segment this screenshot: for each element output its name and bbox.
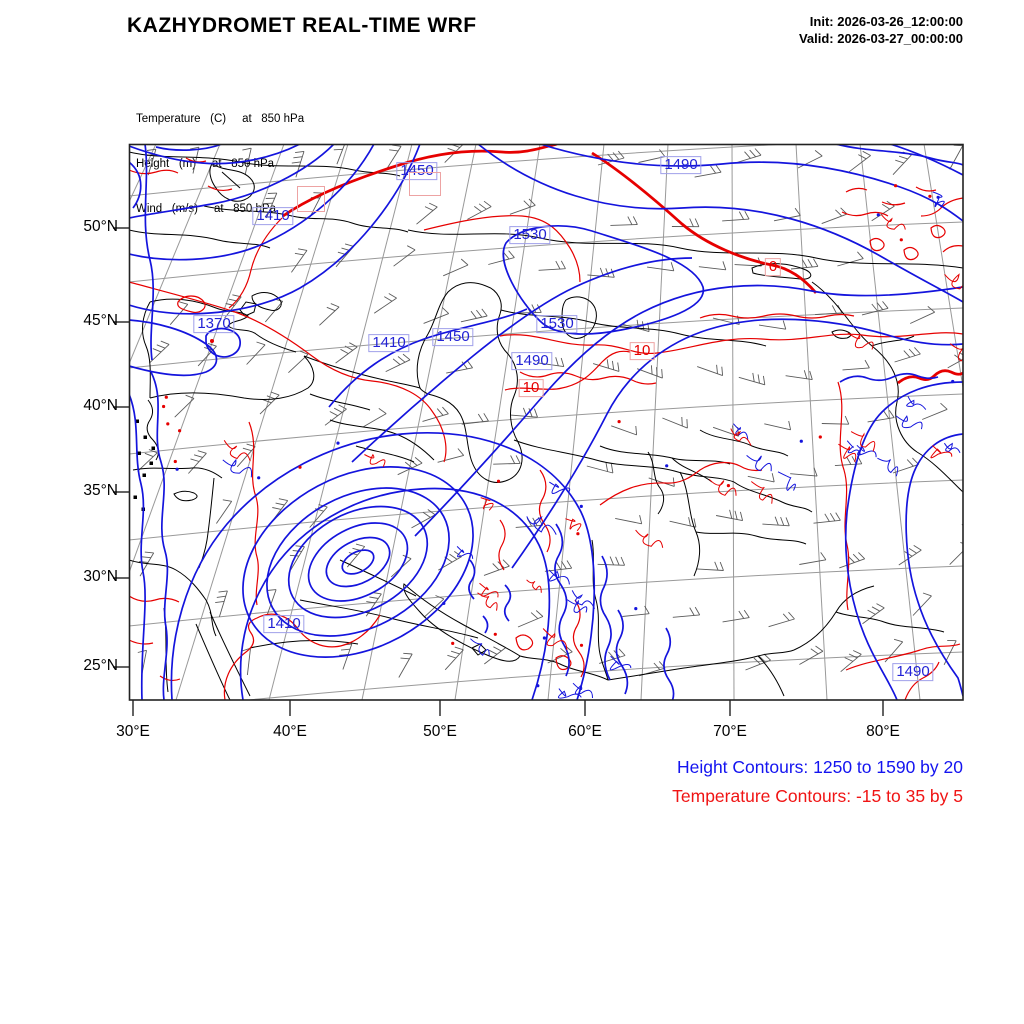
- lat-tick-label: 40°N: [83, 397, 118, 414]
- height-contour-label: 1490: [660, 156, 701, 174]
- lon-tick-label: 30°E: [116, 723, 150, 740]
- page-title: KAZHYDROMET REAL-TIME WRF: [127, 14, 477, 37]
- height-contour-label: 1410: [368, 334, 409, 352]
- lon-tick-label: 50°E: [423, 723, 457, 740]
- height-contour-label: 1490: [511, 352, 552, 370]
- temperature-contour-label-box: [409, 172, 441, 196]
- height-contour-label: 1370: [193, 315, 234, 333]
- legend-line-height: Height (m) at 850 hPa: [136, 158, 275, 170]
- lon-tick-label: 70°E: [713, 723, 747, 740]
- lon-tick-label: 80°E: [866, 723, 900, 740]
- height-contours-caption: Height Contours: 1250 to 1590 by 20: [676, 757, 963, 777]
- lat-tick-label: 30°N: [83, 568, 118, 585]
- temperature-contour-label: 10: [630, 342, 655, 360]
- temperature-contour-label-box: [297, 186, 325, 212]
- lat-tick-label: 50°N: [83, 218, 118, 235]
- temperature-contour-label: 0: [765, 258, 781, 276]
- height-contour-label: 1530: [536, 315, 577, 333]
- legend-line-temperature: Temperature (C) at 850 hPa: [136, 113, 305, 125]
- height-contour-label: 1450: [396, 162, 437, 180]
- height-contour-label: 1450: [432, 328, 473, 346]
- height-contour-label: 1490: [892, 663, 933, 681]
- height-contour-label: 1530: [509, 226, 550, 244]
- init-time: Init: 2026-03-26_12:00:00: [809, 14, 963, 29]
- axis-ticks: [113, 228, 883, 716]
- temperature-contours-caption: Temperature Contours: -15 to 35 by 5: [672, 786, 963, 806]
- temperature-contour-label: 10: [519, 379, 544, 397]
- valid-time: Valid: 2026-03-27_00:00:00: [798, 31, 963, 46]
- lon-tick-label: 40°E: [273, 723, 307, 740]
- legend-line-wind: Wind (m/s) at 850 hPa: [136, 203, 276, 215]
- lat-tick-label: 35°N: [83, 482, 118, 499]
- height-contour-label: 1410: [263, 615, 304, 633]
- lon-tick-label: 60°E: [568, 723, 602, 740]
- lat-tick-label: 25°N: [83, 657, 118, 674]
- height-contour-label: 1410: [252, 207, 293, 225]
- lat-tick-label: 45°N: [83, 312, 118, 329]
